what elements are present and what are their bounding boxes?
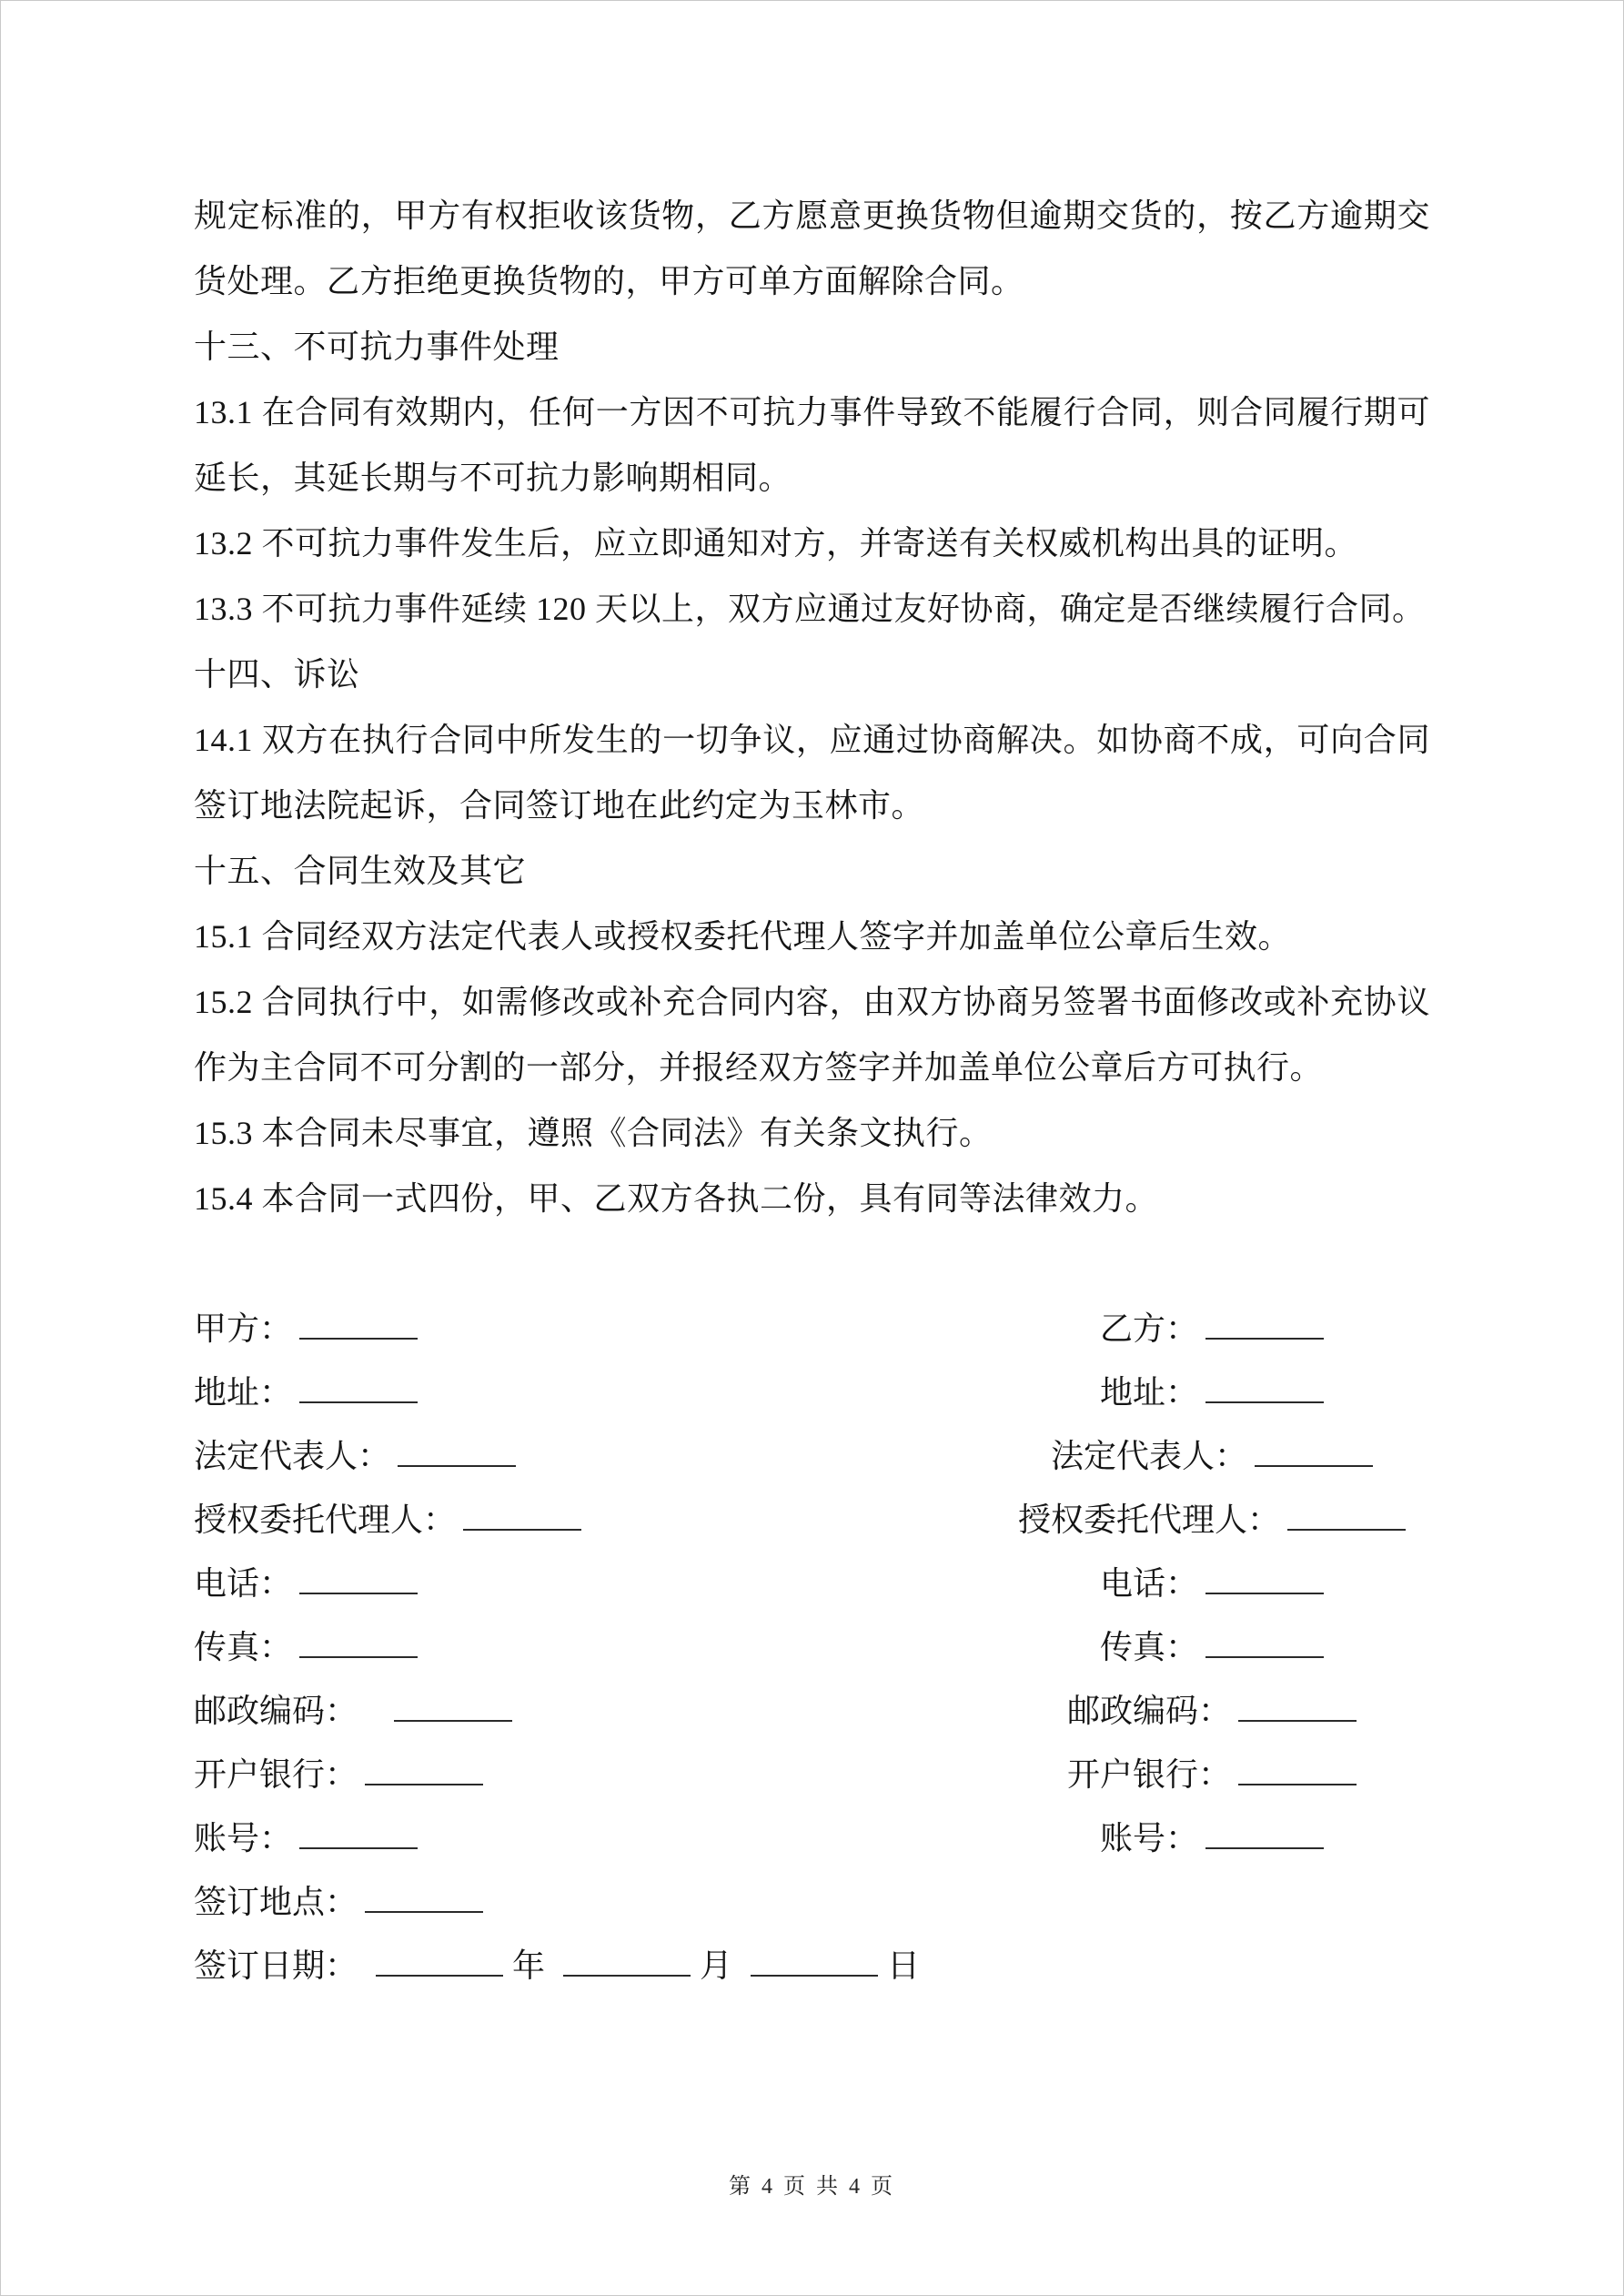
party-b-postcode-row [994, 1679, 1430, 1743]
party-b-signature-column [994, 1297, 1430, 1998]
party-a-phone-blank-line [299, 1567, 418, 1594]
sign-date-year-label: 年 [512, 1947, 546, 1984]
party-a-phone-label: 电话： [194, 1565, 293, 1602]
party-b-agent-label: 授权委托代理人： [1017, 1502, 1280, 1538]
party-a-label: 甲方： [194, 1310, 293, 1347]
party-a-phone-row [194, 1552, 994, 1615]
party-b-address-blank-line [1205, 1376, 1324, 1403]
party-b-postcode-blank-line [1238, 1694, 1357, 1722]
party-a-address-row [194, 1360, 994, 1424]
party-a-postcode-row [194, 1679, 994, 1743]
sign-date-day-blank-line [751, 1949, 878, 1977]
section-14-heading: 十四、诉讼 [194, 656, 360, 693]
party-b-postcode-label: 邮政编码： [1066, 1693, 1231, 1729]
party-a-fax-row [194, 1615, 994, 1679]
party-a-address-blank-line [299, 1376, 418, 1403]
party-a-account-blank-line [299, 1822, 418, 1849]
party-b-label: 乙方： [1099, 1310, 1198, 1347]
party-a-postcode-blank-line [394, 1694, 512, 1722]
party-b-account-label: 账号： [1099, 1820, 1198, 1856]
party-a-agent-label: 授权委托代理人： [194, 1502, 457, 1538]
party-b-agent-blank-line [1287, 1503, 1406, 1531]
party-b-address-label: 地址： [1099, 1374, 1198, 1411]
clause-15-2: 15.2 合同执行中，如需修改或补充合同内容，由双方协商另签署书面修改或补充协议作为主合同不可分割的一部分，并报经双方签字并加盖单位公章后方可执行。 [194, 984, 1430, 1086]
clause-14-1: 14.1 双方在执行合同中所发生的一切争议，应通过协商解决。如协商不成，可向合同签订地法院起诉，合同签订地在此约定为玉林市。 [194, 722, 1430, 824]
party-a-agent-row [194, 1488, 994, 1552]
party-b-fax-blank-line [1205, 1631, 1324, 1658]
party-a-postcode-label: 邮政编码： [194, 1693, 358, 1729]
party-a-account-label: 账号： [194, 1820, 293, 1856]
section-13-heading: 十三、不可抗力事件处理 [194, 329, 560, 365]
clause-13-2: 13.2 不可抗力事件发生后，应立即通知对方，并寄送有关权威机构出具的证明。 [194, 525, 1358, 561]
sign-date-label: 签订日期： [194, 1947, 358, 1984]
page-number-footer: 第 4 页 共 4 页 [729, 2175, 895, 2199]
party-b-phone-row [994, 1552, 1430, 1615]
document-content [1, 1, 1623, 1998]
sign-date-year-blank-line [376, 1949, 503, 1977]
party-a-fax-label: 传真： [194, 1629, 293, 1665]
party-a-agent-blank-line [463, 1503, 581, 1531]
sign-place-blank-line [365, 1886, 483, 1913]
party-b-phone-blank-line [1205, 1567, 1324, 1594]
clause-15-4: 15.4 本合同一式四份，甲、乙双方各执二份，具有同等法律效力。 [194, 1180, 1159, 1217]
party-a-fax-blank-line [299, 1631, 418, 1658]
party-a-account-row [194, 1806, 994, 1870]
paragraph-continuation: 规定标准的，甲方有权拒收该货物，乙方愿意更换货物但逾期交货的，按乙方逾期交货处理。乙方拒绝更换货物的，甲方可单方面解除合同。 [194, 197, 1430, 299]
sign-place-row [194, 1870, 994, 1934]
clause-13-3: 13.3 不可抗力事件延续 120 天以上，双方应通过友好协商，确定是否继续履行合同。 [194, 591, 1426, 627]
party-b-legal-rep-label: 法定代表人： [1050, 1438, 1247, 1474]
party-a-address-label: 地址： [194, 1374, 293, 1411]
party-b-account-blank-line [1205, 1822, 1324, 1849]
party-b-account-row [994, 1806, 1430, 1870]
party-b-row [994, 1297, 1430, 1360]
party-b-fax-label: 传真： [1099, 1629, 1198, 1665]
party-b-address-row [994, 1360, 1430, 1424]
party-b-fax-row [994, 1615, 1430, 1679]
party-b-blank-line [1205, 1312, 1324, 1340]
party-a-signature-column [194, 1297, 994, 1998]
party-a-row [194, 1297, 994, 1360]
party-b-bank-label: 开户银行： [1066, 1756, 1231, 1793]
signature-section [194, 1297, 1430, 1998]
sign-date-month-blank-line [563, 1949, 691, 1977]
sign-place-label: 签订地点： [194, 1884, 358, 1920]
party-a-blank-line [299, 1312, 418, 1340]
clause-15-1: 15.1 合同经双方法定代表人或授权委托代理人签字并加盖单位公章后生效。 [194, 918, 1292, 955]
party-a-legal-rep-label: 法定代表人： [194, 1438, 391, 1474]
party-a-bank-row [194, 1743, 994, 1806]
party-b-agent-row [994, 1488, 1430, 1552]
party-b-legal-rep-blank-line [1255, 1440, 1373, 1467]
clause-15-3: 15.3 本合同未尽事宜，遵照《合同法》有关条文执行。 [194, 1115, 993, 1151]
sign-date-day-label: 日 [887, 1947, 921, 1984]
section-15-heading: 十五、合同生效及其它 [194, 853, 527, 889]
party-a-bank-blank-line [365, 1758, 483, 1785]
party-a-bank-label: 开户银行： [194, 1756, 358, 1793]
party-b-phone-label: 电话： [1099, 1565, 1198, 1602]
party-b-bank-blank-line [1238, 1758, 1357, 1785]
party-b-bank-row [994, 1743, 1430, 1806]
party-a-legal-rep-row [194, 1424, 994, 1488]
sign-date-row [194, 1934, 994, 1998]
sign-date-month-label: 月 [700, 1947, 733, 1984]
party-a-legal-rep-blank-line [398, 1440, 516, 1467]
clause-13-1: 13.1 在合同有效期内，任何一方因不可抗力事件导致不能履行合同，则合同履行期可延长，其延长期与不可抗力影响期相同。 [194, 394, 1430, 496]
party-b-legal-rep-row [994, 1424, 1430, 1488]
